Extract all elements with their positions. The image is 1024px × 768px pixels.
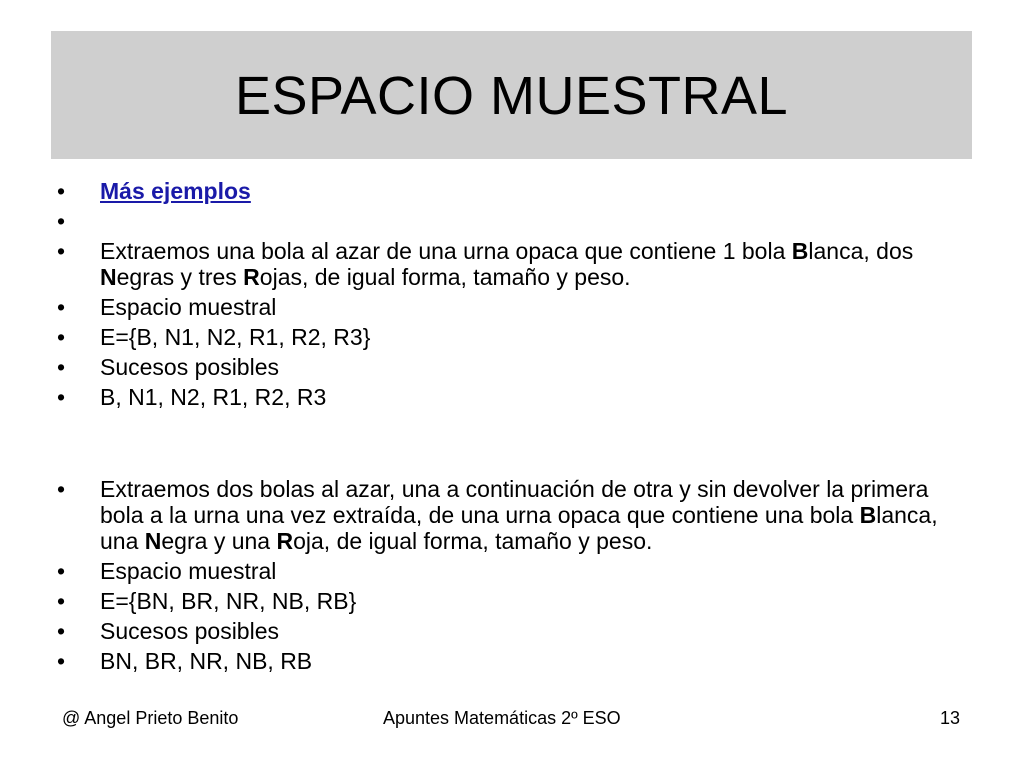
- footer-course: Apuntes Matemáticas 2º ESO: [383, 708, 621, 728]
- text-segment: egras y tres: [116, 264, 244, 290]
- title-bar: [51, 31, 972, 159]
- footer-author: @ Angel Prieto Benito: [62, 708, 239, 728]
- bullet-icon: •: [57, 208, 66, 234]
- possible-events: B, N1, N2, R1, R2, R3: [100, 384, 327, 410]
- list-item: [57, 476, 977, 554]
- sample-space-set: E={BN, BR, NR, NB, RB}: [100, 588, 357, 614]
- list-item: [57, 558, 977, 584]
- list-item: [57, 384, 977, 410]
- bullet-icon: •: [57, 648, 66, 674]
- list-item: [57, 294, 977, 320]
- list-item: [57, 648, 977, 674]
- text-segment: ojas, de igual forma, tamaño y peso.: [259, 264, 631, 290]
- bullet-icon: •: [57, 384, 66, 410]
- text-segment: lanca, una: [100, 502, 938, 554]
- text-segment: egra y una: [161, 528, 277, 554]
- text-segment: oja, de igual forma, tamaño y peso.: [293, 528, 653, 554]
- example-2-text: [100, 476, 938, 554]
- list-item: [57, 238, 977, 290]
- list-item: [57, 208, 977, 234]
- sample-space-label: Espacio muestral: [100, 294, 277, 320]
- bold-letter: R: [276, 528, 294, 554]
- list-item: [57, 588, 977, 614]
- bold-letter: B: [791, 238, 809, 264]
- bullet-icon: •: [57, 588, 66, 614]
- bullet-icon: •: [57, 354, 66, 380]
- bold-letter: R: [243, 264, 260, 290]
- slide-title: ESPACIO MUESTRAL: [234, 66, 789, 126]
- possible-events-label: Sucesos posibles: [100, 354, 279, 380]
- bold-letter: N: [144, 528, 162, 554]
- bullet-list: [57, 178, 977, 678]
- possible-events-label: Sucesos posibles: [100, 618, 279, 644]
- bullet-icon: •: [57, 618, 66, 644]
- text-segment: Extraemos dos bolas al azar, una a continuación de otra y sin devolver la primera bola a la urna una vez extraída, de una urna opaca que contiene una bola: [100, 476, 929, 528]
- bullet-icon: •: [57, 476, 66, 502]
- bullet-icon: •: [57, 178, 66, 204]
- list-item: [57, 618, 977, 644]
- bullet-icon: •: [57, 238, 66, 264]
- list-item: [57, 324, 977, 350]
- bullet-icon: •: [57, 294, 66, 320]
- bullet-icon: •: [57, 324, 66, 350]
- spacer: [57, 414, 977, 476]
- list-item: [57, 178, 977, 204]
- bold-letter: N: [100, 264, 117, 290]
- more-examples-link[interactable]: Más ejemplos: [100, 178, 251, 204]
- possible-events: BN, BR, NR, NB, RB: [100, 648, 313, 674]
- list-item: [57, 354, 977, 380]
- text-segment: Extraemos una bola al azar de una urna opaca que contiene 1 bola: [100, 238, 792, 264]
- bold-letter: B: [859, 502, 877, 528]
- footer-page-number: 13: [940, 708, 961, 728]
- text-segment: lanca, dos: [808, 238, 914, 264]
- sample-space-set: E={B, N1, N2, R1, R2, R3}: [100, 324, 371, 350]
- sample-space-label: Espacio muestral: [100, 558, 277, 584]
- example-1-text: [100, 238, 913, 290]
- bullet-icon: •: [57, 558, 66, 584]
